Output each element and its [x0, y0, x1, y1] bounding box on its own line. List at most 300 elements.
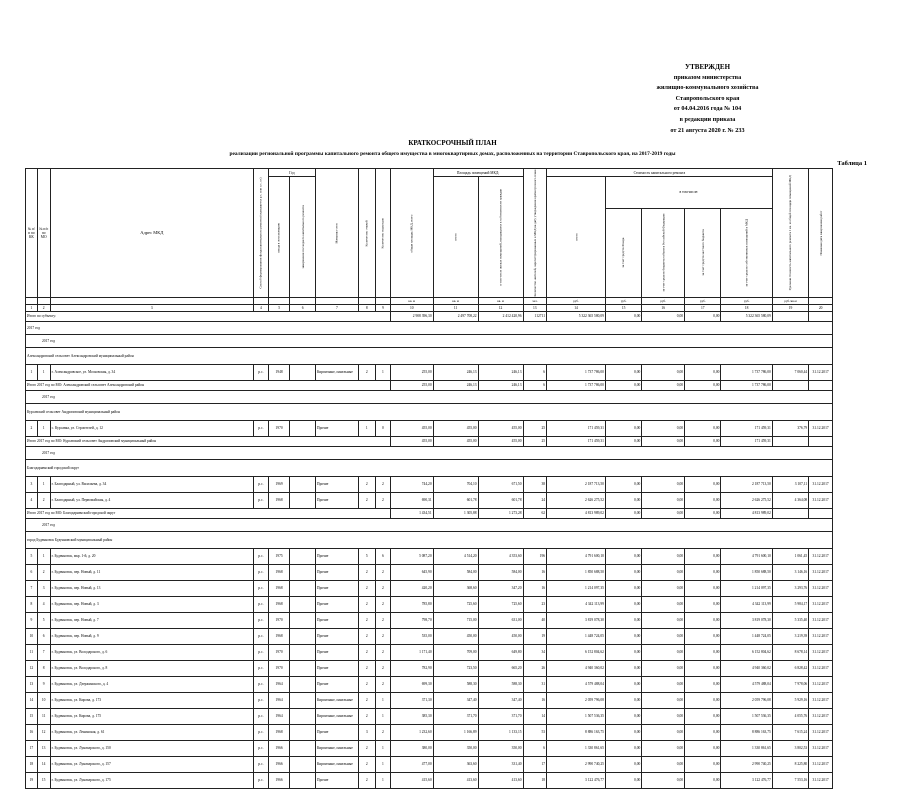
- header-floors: Количество этажей: [358, 169, 375, 298]
- wall-material: Прочие: [315, 676, 358, 692]
- address: г. Буденновск, ул. Володарского, д. 8: [50, 660, 253, 676]
- planned-date: 31.12.2017: [809, 740, 833, 756]
- value-unit: 5 929,16: [772, 692, 808, 708]
- commissioning-year: 1968: [268, 564, 289, 580]
- num-kk: 12: [26, 660, 38, 676]
- value-cost: 1 448 724,05: [547, 628, 606, 644]
- commissioning-year: 1970: [268, 644, 289, 660]
- table-row: [26, 508, 833, 518]
- address: г. Буденновск, пер. Новый, д. 9: [50, 628, 253, 644]
- floors: 1: [358, 420, 375, 436]
- last-repair-year: [290, 724, 316, 740]
- address: с. Курсавка, ул. Строителей, д. 12: [50, 420, 253, 436]
- num-mo: 6: [37, 628, 50, 644]
- column-number: 13: [523, 304, 547, 311]
- planned-date: 31.12.2017: [809, 580, 833, 596]
- subtotal-value: 1 305,88: [433, 508, 478, 518]
- value-area-total: 1 166,89: [433, 724, 478, 740]
- planned-date: 31.12.2017: [809, 708, 833, 724]
- floors: 2: [358, 596, 375, 612]
- fund-method: р.с.: [253, 644, 268, 660]
- table-number: Таблица 1: [837, 160, 867, 167]
- wall-material: Прочие: [315, 660, 358, 676]
- table-row: [26, 334, 833, 347]
- commissioning-year: 1968: [268, 580, 289, 596]
- value-area-total: 413,60: [433, 772, 478, 788]
- value-f3: 0,00: [685, 692, 721, 708]
- num-kk: 18: [26, 756, 38, 772]
- value-f3: 0,00: [685, 596, 721, 612]
- value-unit: 3 146,16: [772, 564, 808, 580]
- value-residents: 16: [523, 580, 547, 596]
- value-area-total: 450,00: [433, 628, 478, 644]
- value-f4: 1 214 097,35: [721, 580, 772, 596]
- commissioning-year: 1964: [268, 692, 289, 708]
- last-repair-year: [290, 644, 316, 660]
- table-row: [26, 436, 833, 446]
- address: г. Буденновск, пер. Новый, д. 13: [50, 580, 253, 596]
- column-number: 12: [478, 304, 523, 311]
- value-residents: 16: [523, 692, 547, 708]
- column-number: 6: [290, 304, 316, 311]
- entrances: 1: [375, 364, 390, 380]
- header-total-area: общая площадь МКД, всего: [390, 169, 433, 298]
- value-residents: 196: [523, 548, 547, 564]
- value-residents: 53: [523, 724, 547, 740]
- subtotal-value: 0,00: [642, 380, 685, 390]
- num-kk: 3: [26, 476, 38, 492]
- value-unit: 3 219,39: [772, 628, 808, 644]
- value-unit: 8 678,14: [772, 644, 808, 660]
- value-f1: 0,00: [605, 628, 641, 644]
- table-row: [26, 459, 833, 476]
- planned-date: 31.12.2017: [809, 364, 833, 380]
- table-row: [26, 612, 833, 628]
- num-kk: 2: [26, 420, 38, 436]
- header-fund-federal: за счет средств бюджета субъекта Российской Федерации: [642, 208, 685, 297]
- header-num-kk: № п/п по КК: [26, 169, 38, 298]
- entrances: 2: [375, 724, 390, 740]
- table-row: [26, 564, 833, 580]
- subtotal-value: 0,00: [642, 311, 685, 321]
- entrances: 1: [375, 756, 390, 772]
- entrances: 1: [375, 772, 390, 788]
- value-total-area: 535,00: [390, 628, 433, 644]
- num-mo: 12: [37, 724, 50, 740]
- planned-date: 31.12.2017: [809, 548, 833, 564]
- value-area-res: 665,20: [478, 660, 523, 676]
- value-area-total: 715,00: [433, 612, 478, 628]
- subtotal-value: 5 322 365 580,09: [721, 311, 772, 321]
- subtotal-value: 171 459,31: [547, 436, 606, 446]
- address: г. Благодарный, ул. Васильева, д. 34: [50, 476, 253, 492]
- subtotal-value: 455,00: [390, 436, 433, 446]
- subtotal-value: 0,00: [685, 311, 721, 321]
- value-area-res: 347,20: [478, 580, 523, 596]
- value-area-res: 671,50: [478, 476, 523, 492]
- empty-cell: [809, 508, 833, 518]
- floors: 2: [358, 628, 375, 644]
- wall-material: Прочие: [315, 596, 358, 612]
- value-f4: 3 122 476,77: [721, 772, 772, 788]
- last-repair-year: [290, 580, 316, 596]
- entrances: 2: [375, 612, 390, 628]
- value-f2: 0,00: [642, 692, 685, 708]
- value-f1: 0,00: [605, 660, 641, 676]
- approval-line: приказом министерства: [673, 73, 742, 81]
- value-f1: 0,00: [605, 564, 641, 580]
- floors: 5: [358, 548, 375, 564]
- fund-method: р.с.: [253, 724, 268, 740]
- num-kk: 16: [26, 724, 38, 740]
- commissioning-year: 1970: [268, 660, 289, 676]
- wall-material: Прочие: [315, 772, 358, 788]
- plan-table: [25, 168, 833, 789]
- commissioning-year: 1966: [268, 756, 289, 772]
- num-kk: 5: [26, 548, 38, 564]
- value-total-area: 798,70: [390, 612, 433, 628]
- column-number: 7: [315, 304, 358, 311]
- value-f1: 0,00: [605, 580, 641, 596]
- subtotal-value: 455,00: [478, 436, 523, 446]
- value-area-res: 450,00: [478, 628, 523, 644]
- approval-line: Ставропольского края: [675, 94, 740, 102]
- value-residents: 31: [523, 676, 547, 692]
- value-area-total: 584,00: [433, 564, 478, 580]
- value-area-res: 455,00: [478, 420, 523, 436]
- num-mo: 1: [37, 548, 50, 564]
- value-f1: 0,00: [605, 708, 641, 724]
- value-area-res: 588,30: [478, 676, 523, 692]
- planned-date: 31.12.2017: [809, 644, 833, 660]
- approval-line: в редакции приказа: [679, 115, 736, 123]
- value-area-res: 413,60: [478, 772, 523, 788]
- value-residents: 19: [523, 628, 547, 644]
- commissioning-year: 1968: [268, 628, 289, 644]
- last-repair-year: [290, 420, 316, 436]
- num-mo: 2: [37, 492, 50, 508]
- address: г. Буденновск, ул. Володарского, д. 6: [50, 644, 253, 660]
- value-unit: 5 335,40: [772, 612, 808, 628]
- value-unit: 7 615,24: [772, 724, 808, 740]
- entrances: 1: [375, 740, 390, 756]
- column-number: 10: [390, 304, 433, 311]
- unit-cell: чел.: [523, 297, 547, 304]
- wall-material: Прочие: [315, 492, 358, 508]
- value-f4: 6 152 804,62: [721, 644, 772, 660]
- value-area-total: 588,30: [433, 676, 478, 692]
- planned-date: 31.12.2017: [809, 476, 833, 492]
- value-f2: 0,00: [642, 580, 685, 596]
- table-row: [26, 740, 833, 756]
- value-f2: 0,00: [642, 740, 685, 756]
- value-unit: 4 364,08: [772, 492, 808, 508]
- unit-cell: кв. м: [478, 297, 523, 304]
- table-row: [26, 580, 833, 596]
- approval-title: УТВЕРЖДЕН: [684, 63, 731, 71]
- value-unit: 8 225,80: [772, 756, 808, 772]
- planned-date: 31.12.2017: [809, 724, 833, 740]
- commissioning-year: 1966: [268, 740, 289, 756]
- column-number: 15: [605, 304, 641, 311]
- value-area-res: 371,70: [478, 708, 523, 724]
- value-area-total: 723,50: [433, 660, 478, 676]
- value-total-area: 380,00: [390, 740, 433, 756]
- value-f1: 0,00: [605, 420, 641, 436]
- value-residents: 18: [523, 772, 547, 788]
- value-unit: 4 055,76: [772, 708, 808, 724]
- num-kk: 17: [26, 740, 38, 756]
- floors: 2: [358, 364, 375, 380]
- wall-material: Прочие: [315, 564, 358, 580]
- value-total-area: 690,31: [390, 492, 433, 508]
- value-total-area: 371,30: [390, 692, 433, 708]
- column-number: 17: [685, 304, 721, 311]
- last-repair-year: [290, 492, 316, 508]
- value-unit: 6 828,42: [772, 660, 808, 676]
- header-premises-area: Площадь помещений МКД:: [433, 169, 523, 177]
- value-f1: 0,00: [605, 676, 641, 692]
- fund-method: р.с.: [253, 492, 268, 508]
- subtotal-value: 0,00: [685, 508, 721, 518]
- value-f3: 0,00: [685, 740, 721, 756]
- last-repair-year: [290, 596, 316, 612]
- value-residents: 6: [523, 740, 547, 756]
- subtotal-value: 62: [523, 508, 547, 518]
- value-area-total: 363,60: [433, 756, 478, 772]
- num-kk: 1: [26, 364, 38, 380]
- address: г. Буденновск, ул. Дзержинского, д. 4: [50, 676, 253, 692]
- value-cost: 1 214 097,35: [547, 580, 606, 596]
- floors: 2: [358, 740, 375, 756]
- subtotal-value: 0,00: [642, 508, 685, 518]
- wall-material: Прочие: [315, 644, 358, 660]
- subtotal-value: 0,00: [605, 380, 641, 390]
- column-number: 8: [358, 304, 375, 311]
- value-unit: 5 984,17: [772, 596, 808, 612]
- num-mo: 1: [37, 364, 50, 380]
- header-area-residential: в том числе жилых помещений, находящихся в собственности граждан: [478, 177, 523, 298]
- entrances: 2: [375, 492, 390, 508]
- value-f1: 0,00: [605, 476, 641, 492]
- value-total-area: 455,00: [390, 420, 433, 436]
- address: г. Буденновск, пер. Новый, д. 11: [50, 564, 253, 580]
- empty-cell: [809, 436, 833, 446]
- value-area-total: 709,00: [433, 644, 478, 660]
- year-label: 2017 год: [26, 321, 833, 334]
- floors: 2: [358, 476, 375, 492]
- approval-line: от 21 августа 2020 г. № 233: [670, 126, 745, 134]
- subtotal-value: 0,00: [605, 311, 641, 321]
- wall-material: Прочие: [315, 612, 358, 628]
- value-area-total: 601,78: [433, 492, 478, 508]
- entrances: 0: [375, 420, 390, 436]
- value-f3: 0,00: [685, 708, 721, 724]
- value-f2: 0,00: [642, 476, 685, 492]
- value-total-area: 785,80: [390, 596, 433, 612]
- value-residents: 17: [523, 756, 547, 772]
- unit-cell: руб.: [642, 297, 685, 304]
- value-cost: 1 737 786,00: [547, 364, 606, 380]
- commissioning-year: 1975: [268, 548, 289, 564]
- address: г. Благодарный, ул. Первомайская, д. 4: [50, 492, 253, 508]
- value-cost: 2 626 275,52: [547, 492, 606, 508]
- num-mo: 9: [37, 676, 50, 692]
- floors: 2: [358, 708, 375, 724]
- num-kk: 9: [26, 612, 38, 628]
- fund-method: р.с.: [253, 676, 268, 692]
- value-cost: 3 122 476,77: [547, 772, 606, 788]
- commissioning-year: 1969: [268, 476, 289, 492]
- subtotal-value: 0,00: [642, 436, 685, 446]
- value-area-total: 347,40: [433, 692, 478, 708]
- entrances: 2: [375, 644, 390, 660]
- table-row: [26, 531, 833, 548]
- value-f4: 4 791 600,10: [721, 548, 772, 564]
- value-f1: 0,00: [605, 692, 641, 708]
- address: г. Буденновск, мкр. 1-й, д. 20: [50, 548, 253, 564]
- subtotal-label: Итого по субъекту:: [26, 311, 391, 321]
- table-row: [26, 756, 833, 772]
- fund-method: р.с.: [253, 772, 268, 788]
- unit-cell: руб.: [721, 297, 772, 304]
- planned-date: 31.12.2017: [809, 772, 833, 788]
- subtotal-label: Итого 2017 год по МО: Курсавский сельсовет Андроповский муниципальный район: [26, 436, 391, 446]
- table-row: [26, 380, 833, 390]
- num-kk: 13: [26, 676, 38, 692]
- header-address: Адрес МКД: [50, 169, 253, 298]
- table-row: [26, 364, 833, 380]
- year-label: 2017 год: [26, 518, 833, 531]
- num-kk: 15: [26, 708, 38, 724]
- subtotal-label: Итого 2017 год по МО: Александровский сельсовет Александровский район: [26, 380, 391, 390]
- value-cost: 6 152 804,62: [547, 644, 606, 660]
- fund-method: р.с.: [253, 476, 268, 492]
- value-f2: 0,00: [642, 612, 685, 628]
- value-cost: 171 459,31: [547, 420, 606, 436]
- value-f3: 0,00: [685, 612, 721, 628]
- fund-method: р.с.: [253, 364, 268, 380]
- document-subtitle: реализации региональной программы капитального ремонта общего имущества в многоквартирных домах, расположенных на территории Ставропольского края, на 2017-2019 годы: [229, 151, 676, 157]
- wall-material: Кирпичные, панельные: [315, 708, 358, 724]
- units-row: [26, 297, 833, 304]
- unit-cell: кв. м: [433, 297, 478, 304]
- entrances: 2: [375, 476, 390, 492]
- approval-block: [600, 62, 815, 136]
- table-row: [26, 660, 833, 676]
- empty-cell: [772, 508, 808, 518]
- value-f1: 0,00: [605, 596, 641, 612]
- value-area-res: 725,60: [478, 596, 523, 612]
- subtotal-value: 246,13: [478, 380, 523, 390]
- last-repair-year: [290, 660, 316, 676]
- value-area-total: 371,70: [433, 708, 478, 724]
- planned-date: 31.12.2017: [809, 420, 833, 436]
- floors: 2: [358, 660, 375, 676]
- wall-material: Прочие: [315, 420, 358, 436]
- last-repair-year: [290, 612, 316, 628]
- planned-date: 31.12.2017: [809, 612, 833, 628]
- value-unit: 3 293,76: [772, 580, 808, 596]
- value-f4: 1 448 724,05: [721, 628, 772, 644]
- num-kk: 11: [26, 644, 38, 660]
- subtotal-value: 0,00: [605, 508, 641, 518]
- address: г. Буденновск, пер. Новый, д. 3: [50, 596, 253, 612]
- header-last-repair: завершения последнего капитального ремонта: [290, 177, 316, 298]
- value-f3: 0,00: [685, 724, 721, 740]
- subtotal-value: 246,13: [433, 380, 478, 390]
- value-area-res: 331,40: [478, 756, 523, 772]
- floors: 2: [358, 692, 375, 708]
- value-residents: 6: [523, 364, 547, 380]
- value-f3: 0,00: [685, 420, 721, 436]
- num-mo: 10: [37, 692, 50, 708]
- fund-method: р.с.: [253, 420, 268, 436]
- wall-material: Прочие: [315, 476, 358, 492]
- floors: 2: [358, 772, 375, 788]
- fund-method: р.с.: [253, 580, 268, 596]
- table-row: [26, 403, 833, 420]
- num-kk: 8: [26, 596, 38, 612]
- value-residents: 24: [523, 492, 547, 508]
- value-f1: 0,00: [605, 772, 641, 788]
- value-f2: 0,00: [642, 492, 685, 508]
- subtotal-value: 1 737 786,00: [721, 380, 772, 390]
- floors: 2: [358, 580, 375, 596]
- header-incl: в том числе:: [605, 177, 772, 209]
- value-f4: 1 737 786,00: [721, 364, 772, 380]
- table-row: [26, 692, 833, 708]
- subtotal-value: 1 434,51: [390, 508, 433, 518]
- value-f2: 0,00: [642, 644, 685, 660]
- value-f1: 0,00: [605, 548, 641, 564]
- value-residents: 25: [523, 420, 547, 436]
- subtotal-value: 0,00: [685, 436, 721, 446]
- floors: 2: [358, 676, 375, 692]
- table-row: [26, 708, 833, 724]
- fund-method: р.с.: [253, 564, 268, 580]
- value-residents: 23: [523, 596, 547, 612]
- value-cost: 4 579 488,04: [547, 676, 606, 692]
- fund-method: р.с.: [253, 628, 268, 644]
- column-number: 5: [268, 304, 289, 311]
- value-total-area: 415,60: [390, 772, 433, 788]
- planned-date: 31.12.2017: [809, 660, 833, 676]
- empty-cell: [809, 311, 833, 321]
- header-residents: Количество жителей, зарегистрированных в МКД на дату утверждения краткосрочного плана: [523, 169, 547, 298]
- commissioning-year: 1948: [268, 364, 289, 380]
- planned-date: 31.12.2017: [809, 564, 833, 580]
- section-label: Александровский сельсовет Александровский муниципальный район: [26, 347, 833, 364]
- commissioning-year: 1970: [268, 612, 289, 628]
- value-total-area: 420,20: [390, 580, 433, 596]
- header-unit-cost: Удельная стоимость капитального ремонта 1 кв. м общей площади помещений МКД: [772, 169, 808, 298]
- value-cost: 3 819 078,30: [547, 612, 606, 628]
- value-residents: 34: [523, 644, 547, 660]
- subtotal-value: 6: [523, 380, 547, 390]
- value-f4: 4 940 360,02: [721, 660, 772, 676]
- num-kk: 19: [26, 772, 38, 788]
- address: г. Александровское, ул. Московская, д. 34: [50, 364, 253, 380]
- value-f1: 0,00: [605, 644, 641, 660]
- num-mo: 8: [37, 660, 50, 676]
- last-repair-year: [290, 756, 316, 772]
- entrances: 2: [375, 564, 390, 580]
- value-cost: 4 342 113,99: [547, 596, 606, 612]
- header-num-mo: № п/п по МО: [37, 169, 50, 298]
- header-area-total: всего: [433, 177, 478, 298]
- value-f2: 0,00: [642, 628, 685, 644]
